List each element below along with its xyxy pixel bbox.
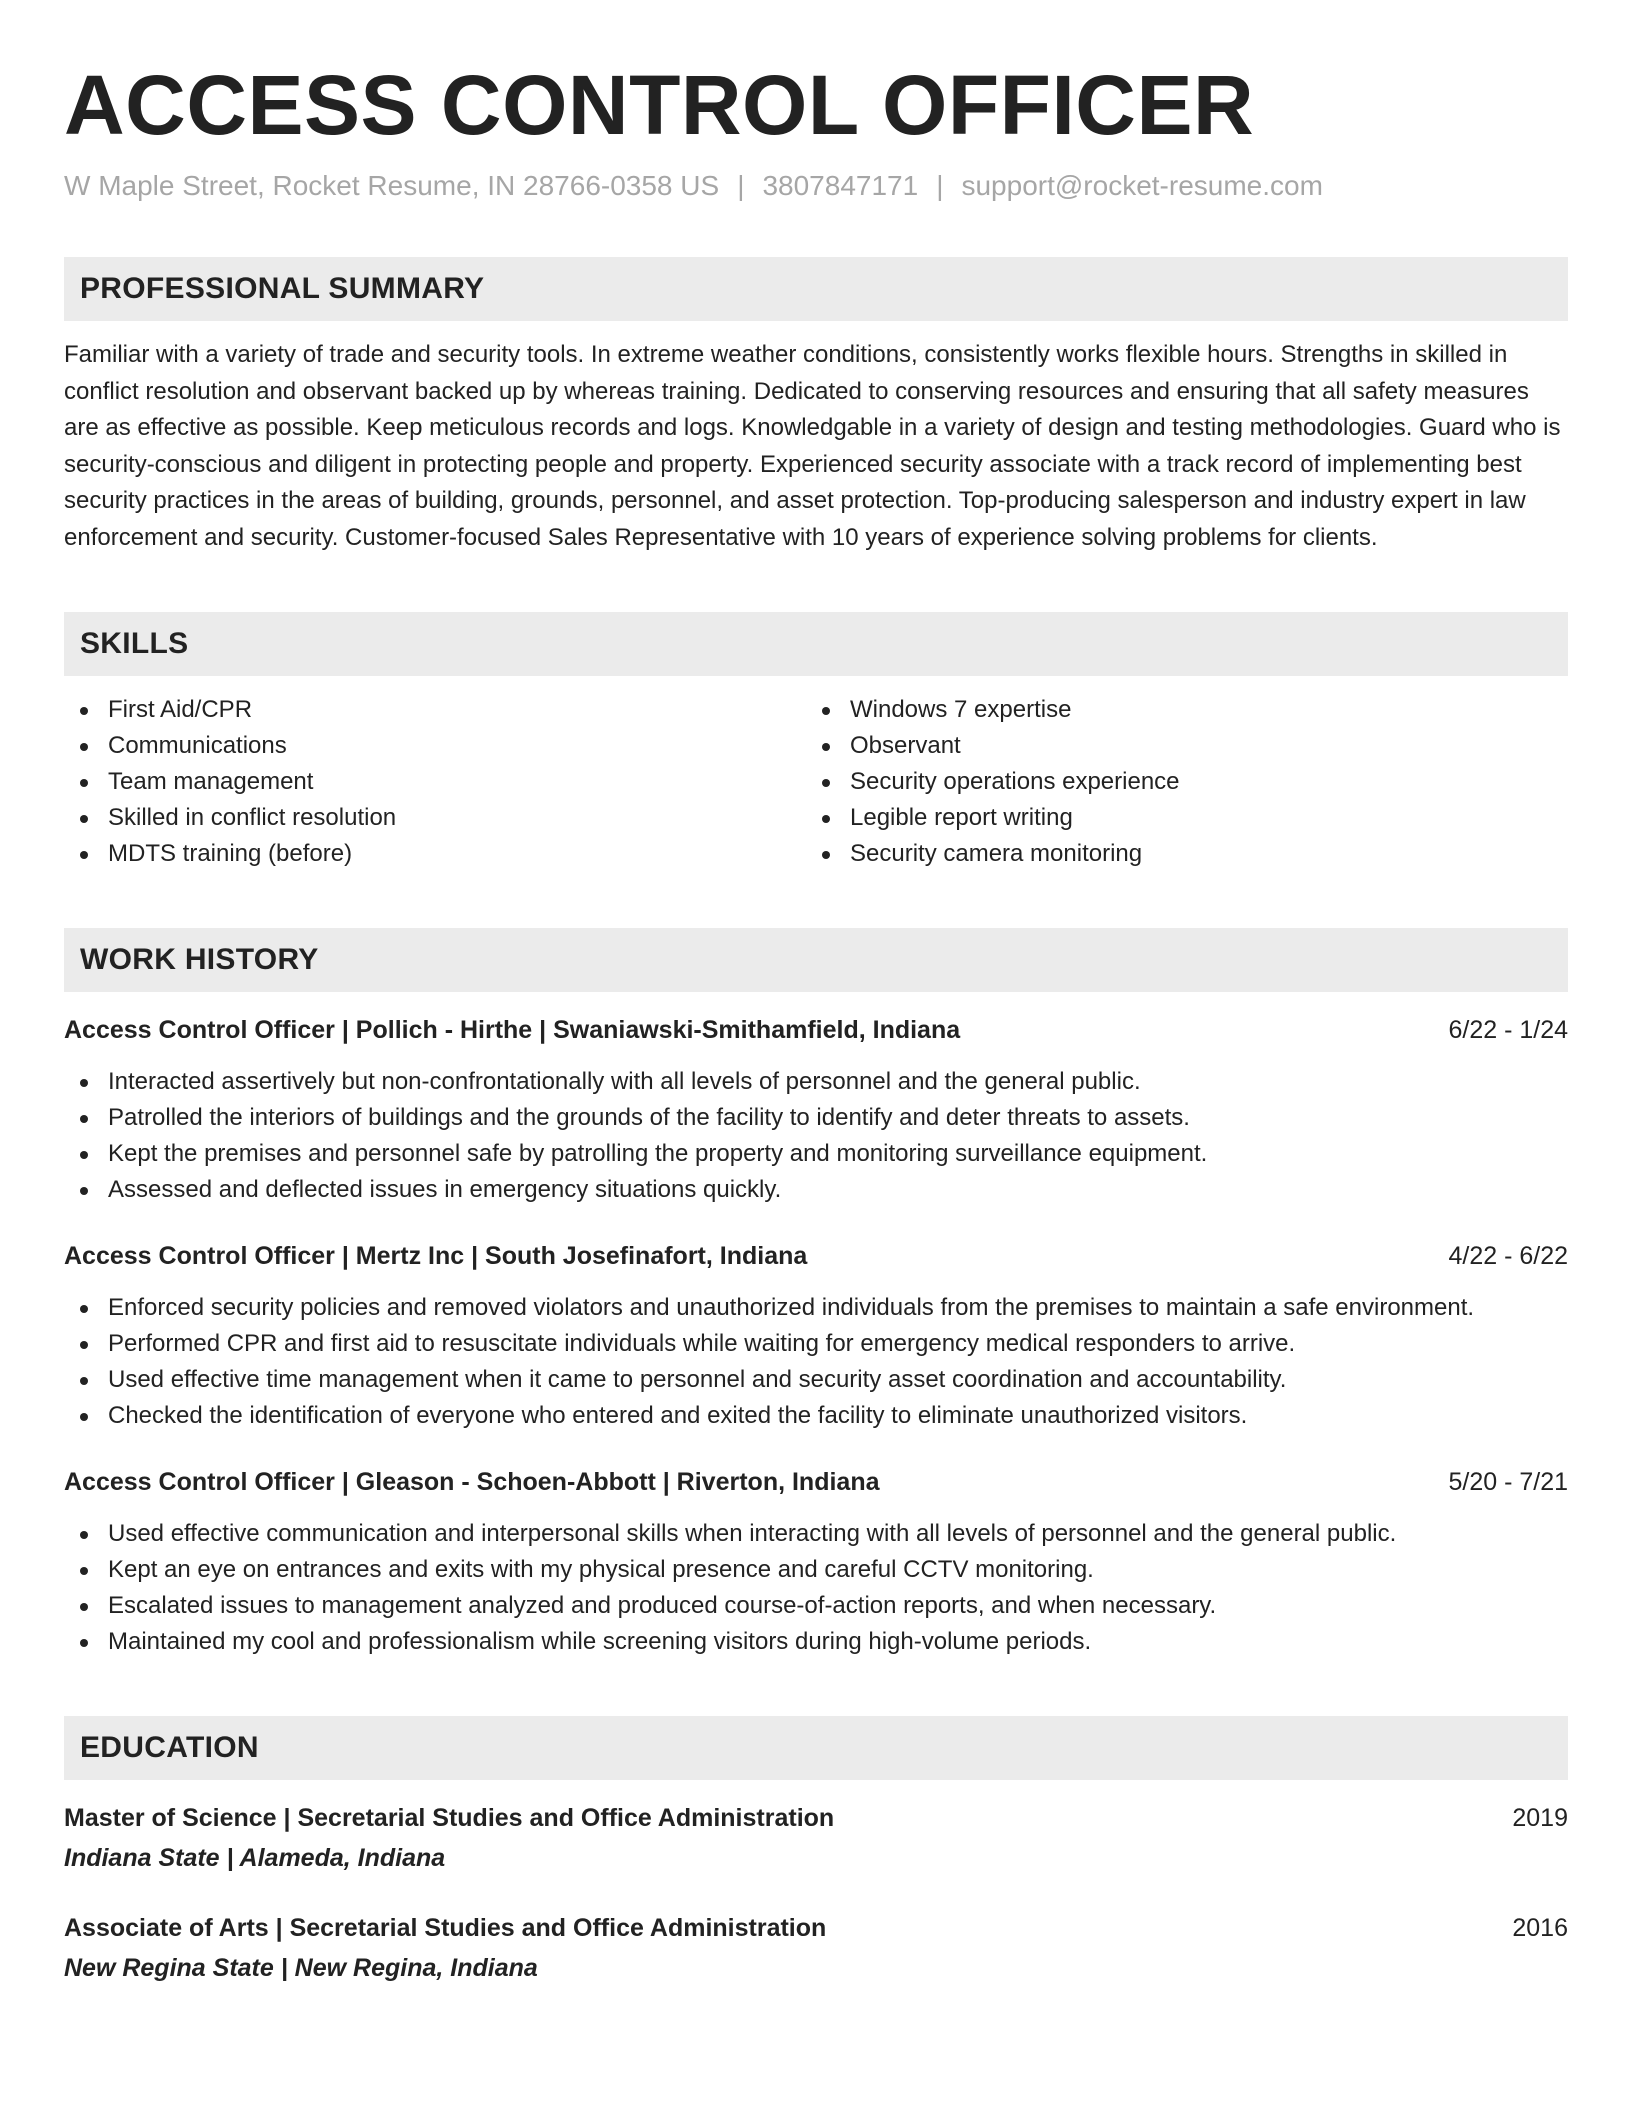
job-entry <box>64 1012 1568 1208</box>
job-header <box>64 1238 1568 1274</box>
job-bullets <box>64 1290 1568 1434</box>
education-header <box>64 1800 1568 1836</box>
contact-separator: | <box>737 170 745 201</box>
education-school: New Regina State | New Regina, Indiana <box>64 1954 538 1982</box>
skill-item: First Aid/CPR <box>64 692 806 728</box>
skill-item: Legible report writing <box>806 800 1548 836</box>
job-title: Access Control Officer | Mertz Inc | South Josefinafort, Indiana <box>64 1242 808 1270</box>
job-bullets <box>64 1516 1568 1660</box>
education-school: Indiana State | Alameda, Indiana <box>64 1844 446 1872</box>
candidate-name: ACCESS CONTROL OFFICER <box>64 58 1255 152</box>
education-degree: Master of Science | Secretarial Studies and Office Administration <box>64 1804 835 1832</box>
job-entry <box>64 1238 1568 1434</box>
education-degree: Associate of Arts | Secretarial Studies and Office Administration <box>64 1914 827 1942</box>
skill-item: Team management <box>64 764 806 800</box>
job-bullet: Performed CPR and first aid to resuscitate individuals while waiting for emergency medical responders to arrive. <box>64 1326 1568 1362</box>
skill-item: Windows 7 expertise <box>806 692 1548 728</box>
job-header <box>64 1012 1568 1048</box>
job-bullet: Used effective time management when it came to personnel and security asset coordination and accountability. <box>64 1362 1568 1398</box>
job-date: 4/22 - 6/22 <box>1448 1242 1568 1270</box>
section-header-work-history: WORK HISTORY <box>64 928 1568 992</box>
job-bullet: Kept an eye on entrances and exits with my physical presence and careful CCTV monitoring. <box>64 1552 1568 1588</box>
job-bullet: Kept the premises and personnel safe by patrolling the property and monitoring surveillance equipment. <box>64 1136 1568 1172</box>
job-bullets <box>64 1064 1568 1208</box>
contact-phone: 3807847171 <box>762 170 919 201</box>
summary-text: Familiar with a variety of trade and security tools. In extreme weather conditions, consistently works flexible hours. Strengths in skilled in conflict resolution and observant backed up by whereas training. Dedicated to conserving resources and ensuring that all safety measures are as effective as possible. Keep meticulous records and logs. Knowledgable in a variety of design and testing methodologies. Guard who is security-conscious and diligent in protecting people and property. Experienced security associate with a track record of implementing best security practices in the areas of building, grounds, personnel, and asset protection. Top-producing salesperson and industry expert in law enforcement and security. Customer-focused Sales Representative with 10 years of experience solving problems for clients. <box>64 341 1561 551</box>
section-header-education: EDUCATION <box>64 1716 1568 1780</box>
job-bullet: Maintained my cool and professionalism while screening visitors during high-volume periods. <box>64 1624 1568 1660</box>
job-bullet: Checked the identification of everyone who entered and exited the facility to eliminate unauthorized visitors. <box>64 1398 1568 1434</box>
skill-item: Communications <box>64 728 806 764</box>
skill-item: Skilled in conflict resolution <box>64 800 806 836</box>
job-date: 6/22 - 1/24 <box>1448 1016 1568 1044</box>
section-header-skills: SKILLS <box>64 612 1568 676</box>
job-bullet: Enforced security policies and removed violators and unauthorized individuals from the premises to maintain a safe environment. <box>64 1290 1568 1326</box>
education-header <box>64 1910 1568 1946</box>
section-header-summary: PROFESSIONAL SUMMARY <box>64 257 1568 321</box>
skill-item: Observant <box>806 728 1548 764</box>
skills-column-left <box>64 692 806 872</box>
education-entry <box>64 1910 1568 1986</box>
skill-item: Security operations experience <box>806 764 1548 800</box>
skill-item: MDTS training (before) <box>64 836 806 872</box>
job-entry <box>64 1464 1568 1660</box>
job-title: Access Control Officer | Pollich - Hirthe | Swaniawski-Smithamfield, Indiana <box>64 1016 961 1044</box>
skills-column-right <box>806 692 1548 872</box>
contact-separator: | <box>936 170 944 201</box>
education-date: 2019 <box>1512 1804 1568 1832</box>
skills-list <box>64 692 1568 872</box>
job-bullet: Interacted assertively but non-confrontationally with all levels of personnel and the general public. <box>64 1064 1568 1100</box>
job-bullet: Escalated issues to management analyzed and produced course-of-action reports, and when necessary. <box>64 1588 1568 1624</box>
contact-address: W Maple Street, Rocket Resume, IN 28766-0358 US <box>64 170 720 201</box>
job-bullet: Assessed and deflected issues in emergency situations quickly. <box>64 1172 1568 1208</box>
job-bullet: Used effective communication and interpersonal skills when interacting with all levels of personnel and the general public. <box>64 1516 1568 1552</box>
contact-line <box>64 169 1568 203</box>
job-header <box>64 1464 1568 1500</box>
job-date: 5/20 - 7/21 <box>1448 1468 1568 1496</box>
education-date: 2016 <box>1512 1914 1568 1942</box>
job-title: Access Control Officer | Gleason - Schoen-Abbott | Riverton, Indiana <box>64 1468 880 1496</box>
job-bullet: Patrolled the interiors of buildings and the grounds of the facility to identify and deter threats to assets. <box>64 1100 1568 1136</box>
skill-item: Security camera monitoring <box>806 836 1548 872</box>
contact-email: support@rocket-resume.com <box>961 170 1323 201</box>
education-entry <box>64 1800 1568 1876</box>
